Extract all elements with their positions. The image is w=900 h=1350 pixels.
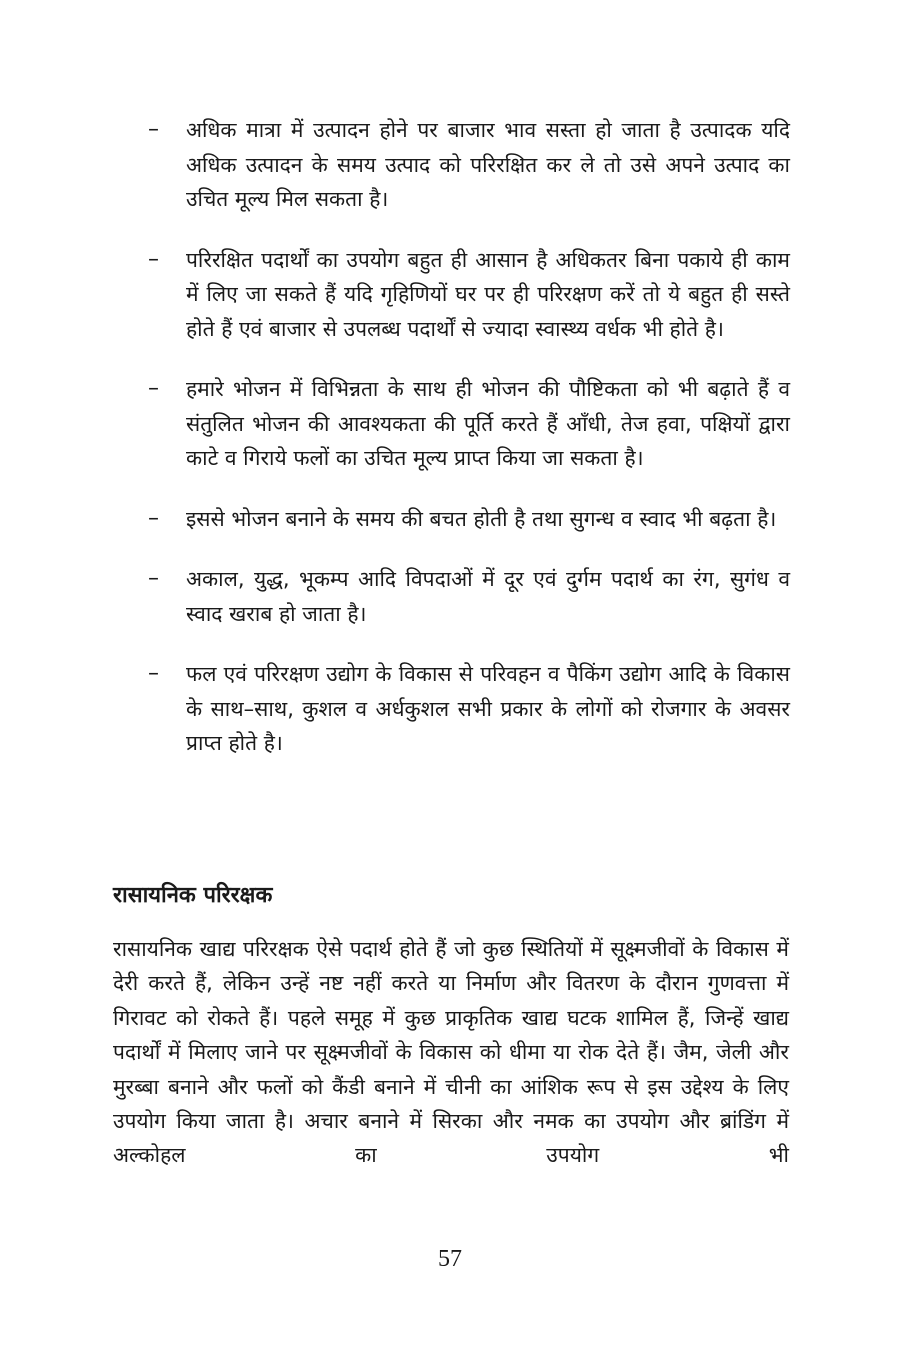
body-paragraph: रासायनिक खाद्य परिरक्षक ऐसे पदार्थ होते हैं जो कुछ स्थितियों में सूक्ष्मजीवों के विकास में देरी करते हैं, लेकिन उन्हें नष्ट नहीं करते या निर्माण और वितरण के दौरान गुणवत्ता में गिरावट को रोकते हैं। पहले समूह में कुछ प्राकृतिक खाद्य घटक शामिल हैं, जिन्हें खाद्य पदार्थों में मिलाए जाने पर सूक्ष्मजीवों के विकास को धीमा या रोक देते हैं। जैम, जेली और मुरब्बा बनाने और फलों को कैंडी बनाने में चीनी का आंशिक रूप से इस उद्देश्य के लिए उपयोग किया जाता है। अचार बनाने में सिरका और नमक का उपयोग और ब्रांडिंग में अल्कोहल का उपयोग भी — [113, 937, 789, 1168]
section-heading: रासायनिक परिरक्षक — [113, 883, 273, 908]
list-item — [148, 502, 790, 537]
bullet-dash: – — [148, 661, 159, 686]
bullet-list — [148, 113, 790, 787]
list-item — [148, 562, 790, 631]
page-number: 57 — [438, 1246, 462, 1272]
bullet-text: हमारे भोजन में विभिन्नता के साथ ही भोजन की पौष्टिकता को भी बढ़ाते हैं व संतुलित भोजन की आवश्यकता की पूर्ति करते हैं आँधी, तेज हवा, पक्षियों द्वारा काटे व गिराये फलों का उचित मूल्य प्राप्त किया जा सकता है। — [186, 377, 790, 470]
bullet-text: अकाल, युद्ध, भूकम्प आदि विपदाओं में दूर एवं दुर्गम पदार्थ का रंग, सुगंध व स्वाद खराब हो जाता है। — [186, 567, 790, 626]
list-item — [148, 372, 790, 476]
bullet-text: इससे भोजन बनाने के समय की बचत होती है तथा सुगन्ध व स्वाद भी बढ़ता है। — [186, 506, 777, 531]
bullet-text: फल एवं परिरक्षण उद्योग के विकास से परिवहन व पैकिंग उद्योग आदि के विकास के साथ–साथ, कुशल व अर्धकुशल सभी प्रकार के लोगों को रोजगार के अवसर प्राप्त होते है। — [186, 662, 790, 755]
bullet-dash: – — [148, 117, 159, 142]
bullet-dash: – — [148, 246, 159, 272]
list-item — [148, 657, 790, 761]
bullet-dash: – — [148, 566, 159, 591]
bullet-text: अधिक मात्रा में उत्पादन होने पर बाजार भाव सस्ता हो जाता है उत्पादक यदि अधिक उत्पादन के समय उत्पाद को परिरक्षित कर ले तो उसे अपने उत्पाद का उचित मूल्य मिल सकता है। — [186, 118, 790, 211]
bullet-dash: – — [148, 376, 159, 401]
list-item — [148, 243, 790, 347]
bullet-text: परिरक्षित पदार्थों का उपयोग बहुत ही आसान है अधिकतर बिना पकाये ही काम में लिए जा सकते हैं यदि गृहिणियों घर पर ही परिरक्षण करें तो ये बहुत ही सस्ते होते हैं एवं बाजार से उपलब्ध पदार्थों से ज्यादा स्वास्थ्य वर्धक भी होते है। — [186, 247, 790, 341]
list-item — [148, 113, 790, 217]
bullet-dash: – — [148, 505, 159, 531]
